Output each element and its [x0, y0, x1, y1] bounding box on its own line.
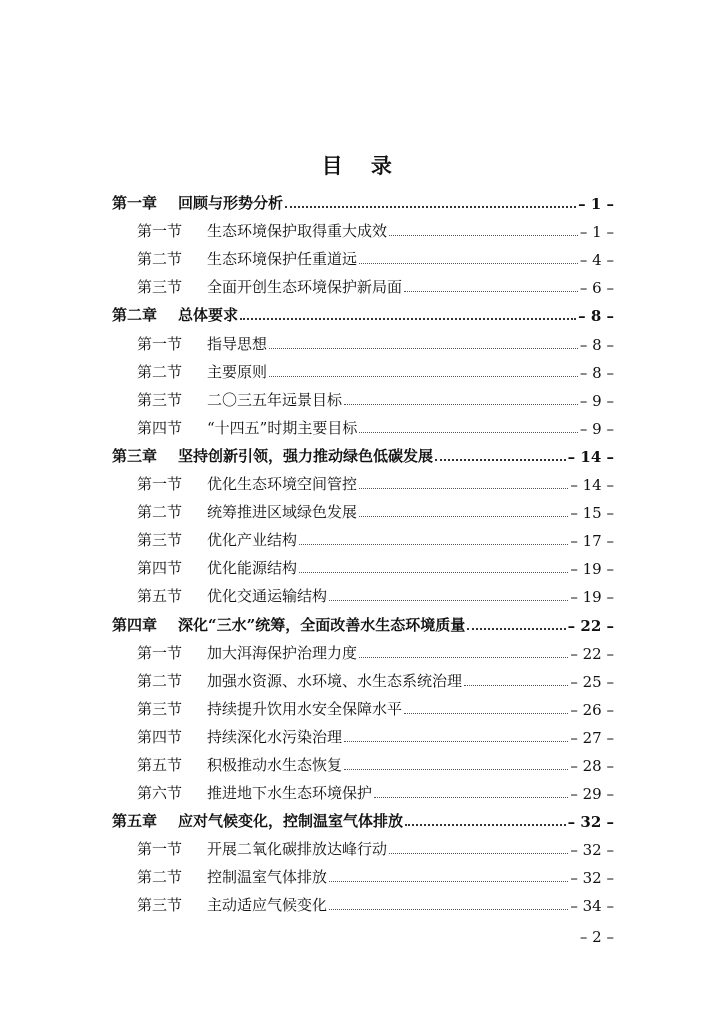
toc-title: 目 录	[321, 153, 403, 178]
section-title: 优化生态环境空间管控	[207, 475, 358, 494]
page-ref: – 27 –	[570, 728, 614, 747]
toc-section-entry[interactable]	[112, 550, 614, 578]
section-title: 全面开创生态环境保护新局面	[207, 278, 403, 297]
page-ref: – 28 –	[570, 756, 614, 775]
page-ref: – 9 –	[579, 419, 614, 438]
toc-chapter-entry[interactable]	[112, 803, 614, 831]
section-title: 生态环境保护取得重大成效	[207, 222, 388, 241]
section-number: 第二节	[137, 671, 183, 690]
toc-section-entry[interactable]	[112, 887, 614, 915]
section-title: 优化能源结构	[207, 559, 298, 578]
toc-section-entry[interactable]	[112, 354, 614, 382]
section-title: 积极推动水生态恢复	[207, 755, 343, 774]
section-number: 第四节	[137, 727, 183, 746]
section-number: 第五节	[137, 587, 183, 606]
section-number: 第六节	[137, 784, 183, 803]
toc-section-entry[interactable]	[112, 747, 614, 775]
page-ref: – 22 –	[570, 644, 614, 663]
table-of-contents	[112, 185, 614, 915]
section-title: 推进地下水生态环境保护	[207, 784, 373, 803]
dot-leader	[359, 431, 578, 433]
section-number: 第四节	[137, 418, 183, 437]
page-ref: – 14 –	[567, 447, 614, 466]
section-number: 第一节	[137, 643, 183, 662]
dot-leader	[405, 823, 566, 826]
page-ref: – 29 –	[570, 785, 614, 804]
toc-chapter-entry[interactable]	[112, 438, 614, 466]
chapter-title: 坚持创新引领，强力推动绿色低碳发展	[178, 446, 434, 465]
page-ref: – 34 –	[570, 897, 614, 916]
page-ref: – 25 –	[570, 672, 614, 691]
page-ref: – 8 –	[579, 363, 614, 382]
page-ref: – 19 –	[570, 560, 614, 579]
section-number: 第三节	[137, 699, 183, 718]
toc-chapter-entry[interactable]	[112, 297, 614, 325]
chapter-number: 第一章	[112, 194, 158, 213]
chapter-title: 总体要求	[178, 306, 239, 325]
dot-leader	[299, 571, 568, 573]
section-number: 第一节	[137, 840, 183, 859]
dot-leader	[389, 234, 578, 236]
dot-leader	[269, 375, 578, 377]
section-number: 第二节	[137, 503, 183, 522]
toc-section-entry[interactable]	[112, 213, 614, 241]
section-title: 持续深化水污染治理	[207, 727, 343, 746]
dot-leader	[359, 656, 568, 658]
dot-leader	[359, 262, 578, 264]
chapter-number: 第二章	[112, 306, 158, 325]
page-ref: – 32 –	[570, 841, 614, 860]
section-title: 持续提升饮用水安全保障水平	[207, 699, 403, 718]
page-ref: – 9 –	[579, 391, 614, 410]
chapter-title: 深化“三水”统筹，全面改善水生态环境质量	[178, 615, 466, 634]
chapter-title: 应对气候变化，控制温室气体排放	[178, 812, 404, 831]
page-ref: – 8 –	[578, 307, 614, 326]
dot-leader	[344, 768, 568, 770]
dot-leader	[329, 880, 568, 882]
section-title: 主动适应气候变化	[207, 896, 328, 915]
chapter-number: 第三章	[112, 446, 158, 465]
page-ref: – 26 –	[570, 700, 614, 719]
dot-leader	[329, 599, 568, 601]
dot-leader	[464, 684, 568, 686]
section-title: 优化产业结构	[207, 531, 298, 550]
toc-section-entry[interactable]	[112, 494, 614, 522]
toc-section-entry[interactable]	[112, 775, 614, 803]
section-title: 二〇三五年远景目标	[207, 390, 343, 409]
page-ref: – 4 –	[579, 251, 614, 270]
toc-section-entry[interactable]	[112, 831, 614, 859]
section-number: 第一节	[137, 222, 183, 241]
chapter-number: 第四章	[112, 615, 158, 634]
page-number: – 2 –	[579, 928, 614, 946]
toc-section-entry[interactable]	[112, 325, 614, 353]
toc-section-entry[interactable]	[112, 859, 614, 887]
section-number: 第三节	[137, 896, 183, 915]
page-ref: – 22 –	[567, 616, 614, 635]
toc-section-entry[interactable]	[112, 269, 614, 297]
section-number: 第三节	[137, 278, 183, 297]
page-ref: – 8 –	[579, 335, 614, 354]
dot-leader	[329, 908, 568, 910]
toc-section-entry[interactable]	[112, 578, 614, 606]
dot-leader	[299, 543, 568, 545]
page-ref: – 1 –	[578, 195, 614, 214]
page-ref: – 32 –	[570, 869, 614, 888]
section-title: 统筹推进区域绿色发展	[207, 503, 358, 522]
toc-section-entry[interactable]	[112, 663, 614, 691]
page-ref: – 17 –	[570, 532, 614, 551]
dot-leader	[240, 317, 576, 320]
section-title: 加强水资源、水环境、水生态系统治理	[207, 671, 463, 690]
section-number: 第二节	[137, 250, 183, 269]
toc-section-entry[interactable]	[112, 691, 614, 719]
section-title: 指导思想	[207, 334, 268, 353]
page-ref: – 6 –	[579, 279, 614, 298]
section-title: 生态环境保护任重道远	[207, 250, 358, 269]
dot-leader	[389, 852, 568, 854]
dot-leader	[374, 796, 568, 798]
dot-leader	[269, 347, 578, 349]
section-number: 第四节	[137, 559, 183, 578]
chapter-title: 回顾与形势分析	[178, 194, 284, 213]
page-ref: – 14 –	[570, 476, 614, 495]
section-number: 第一节	[137, 334, 183, 353]
section-title: “十四五”时期主要目标	[207, 418, 358, 437]
dot-leader	[404, 712, 568, 714]
dot-leader	[344, 740, 568, 742]
section-title: 控制温室气体排放	[207, 868, 328, 887]
section-title: 优化交通运输结构	[207, 587, 328, 606]
toc-chapter-entry[interactable]	[112, 185, 614, 213]
toc-section-entry[interactable]	[112, 410, 614, 438]
toc-section-entry[interactable]	[112, 719, 614, 747]
section-number: 第二节	[137, 362, 183, 381]
page-ref: – 32 –	[567, 813, 614, 832]
dot-leader	[435, 458, 566, 461]
section-title: 开展二氧化碳排放达峰行动	[207, 840, 388, 859]
page-ref: – 15 –	[570, 504, 614, 523]
toc-chapter-entry[interactable]	[112, 606, 614, 634]
toc-section-entry[interactable]	[112, 635, 614, 663]
dot-leader	[404, 290, 578, 292]
dot-leader	[359, 515, 568, 517]
section-number: 第一节	[137, 475, 183, 494]
section-title: 加大洱海保护治理力度	[207, 643, 358, 662]
toc-section-entry[interactable]	[112, 466, 614, 494]
section-title: 主要原则	[207, 362, 268, 381]
section-number: 第三节	[137, 390, 183, 409]
toc-section-entry[interactable]	[112, 382, 614, 410]
dot-leader	[359, 487, 568, 489]
chapter-number: 第五章	[112, 812, 158, 831]
dot-leader	[285, 205, 576, 208]
section-number: 第二节	[137, 868, 183, 887]
dot-leader	[467, 627, 565, 630]
page-ref: – 1 –	[579, 223, 614, 242]
section-number: 第五节	[137, 755, 183, 774]
dot-leader	[344, 403, 578, 405]
toc-section-entry[interactable]	[112, 522, 614, 550]
toc-section-entry[interactable]	[112, 241, 614, 269]
section-number: 第三节	[137, 531, 183, 550]
page-ref: – 19 –	[570, 588, 614, 607]
